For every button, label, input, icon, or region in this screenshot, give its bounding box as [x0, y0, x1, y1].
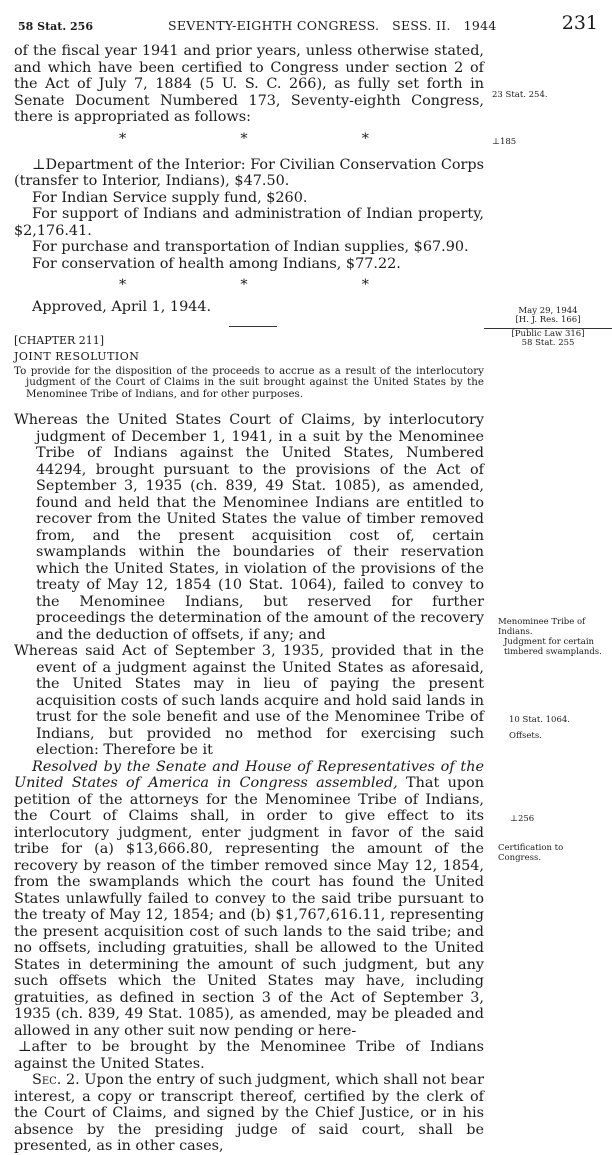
margin-public-law: [Public Law 316] — [511, 329, 585, 339]
star: * — [240, 130, 248, 147]
margin-page-mark-185: ⊥185 — [492, 137, 517, 147]
stat-reference: 58 Stat. 256 — [18, 20, 93, 33]
appropriation-item: ⊥Department of the Interior: For Civilian Conservation Corps (transfer to Interior, Indians), $47.50. — [14, 156, 484, 189]
chapter-label: [CHAPTER 211] — [14, 333, 105, 347]
appropriation-item: For purchase and transportation of Indian supplies, $67.90. — [32, 239, 469, 255]
whereas-clause-2: Whereas said Act of September 3, 1935, provided that in the event of a judgment against the United States as aforesaid, the United States may in lieu of paying the present acquisition costs of such lands acquire and hold said lands in trust for the sole benefit and use of the Menominee Tribe of Indians, but provided no method for exercising such election: Therefore be it — [14, 643, 484, 758]
page-number: 231 — [561, 12, 598, 34]
section-2-label: Sec. 2. — [32, 1072, 80, 1088]
section-break-stars — [119, 278, 369, 293]
approval-line: Approved, April 1, 1944. — [32, 299, 212, 315]
star: * — [361, 130, 369, 147]
appropriation-item: For conservation of health among Indians, $77.22. — [32, 255, 401, 272]
star: * — [240, 277, 248, 293]
section-2-text: Upon the entry of such judgment, which shall not bear interest, a copy or transcript thereof, certified by the clerk of the Court of Claims, and signed by the Chief Justice, or in his absence by the presiding judge of said court, shall be presented, as in other cases, — [14, 1072, 484, 1154]
resolving-clause — [14, 759, 484, 1040]
page-header — [18, 12, 598, 38]
margin-note-10-stat: 10 Stat. 1064. — [509, 715, 570, 725]
margin-hj-res: [H. J. Res. 166] — [484, 315, 612, 329]
margin-note-23-stat: 23 Stat. 254. — [492, 90, 548, 100]
main-text — [14, 43, 484, 1155]
margin-page-mark-256: ⊥256 — [510, 814, 535, 824]
section-2 — [14, 1072, 484, 1155]
star: * — [361, 277, 369, 293]
margin-stat-255: 58 Stat. 255 — [521, 338, 575, 348]
margin-date: May 29, 1944 — [518, 306, 578, 316]
joint-resolution-heading: JOINT RESOLUTION — [14, 350, 140, 363]
star: * — [119, 130, 127, 147]
enacting-formula: Resolved by the Senate and House of Representatives of the United States of America in Congress assembled, — [14, 758, 484, 791]
appropriation-item: For support of Indians and administration of Indian property, $2,176.41. — [14, 206, 484, 239]
appropriation-item: For Indian Service supply fund, $260. — [32, 189, 308, 206]
star: * — [119, 277, 127, 293]
margin-offsets: Offsets. — [509, 731, 542, 741]
resolving-text: That upon petition of the attorneys for the Menominee Tribe of Indians, the Court of Claims shall, in order to give effect to its interlocutory judgment, enter judgment in favor of the said tribe for (a) $13,666.80, representing the amount of the recovery by reason of the timber removed since May 12, 1854, from the swamplands which the court has found the United States unlawfully failed to convey to the said tribe pursuant to the treaty of May 12, 1854; and (b) $1,767,616.11, representing the present acquisition cost of such lands to the said tribe; and no offsets, including gratuities, shall be allowed to the United States in determining the amount of such judgment, but any such offsets which the United States may have, including gratuities, as defined in section 3 of the Act of September 3, 1935 (ch. 839, 49 Stat. 1085), as amended, may be pleaded and allowed in any other suit now pending or here- — [14, 775, 484, 1039]
congress-session-title: SEVENTY-EIGHTH CONGRESS. SESS. II. 1944 — [168, 18, 497, 33]
section-break-stars — [119, 132, 369, 147]
divider — [229, 326, 277, 327]
intro-paragraph: of the fiscal year 1941 and prior years, unless otherwise stated, and which have been certified to Congress under section 2 of the Act of July 7, 1884 (5 U. S. C. 266), as fully set forth in Senate Document Numbered 173, Seventy-eighth Congress, there is appropriated as follows: — [14, 43, 484, 125]
whereas-clause-1: Whereas the United States Court of Claims, by interlocutory judgment of December 1, 1941, in a suit by the Menominee Tribe of Indians against the United States, Numbered 44294, brought pursuant to the provisions of the Act of September 3, 1935 (ch. 839, 49 Stat. 1085), as amended, found and held that the Menominee Indians are entitled to recover from the United States the value of timber removed from, and the present acquisition cost of, certain swamplands within the boundaries of their reservation which the United States, in violation of the provisions of the treaty of May 12, 1854 (10 Stat. 1064), failed to convey to the Menominee Indians, but reserved for further proceedings the determination of the amount of the recovery and the deduction of offsets, if any; and — [14, 412, 484, 643]
margin-certification: Certification to Congress. — [498, 843, 564, 863]
margin-menominee-tribe: Menominee Tribe of Indians. — [498, 617, 586, 637]
resolving-continuation: ⊥after to be brought by the Menominee Tribe of Indians against the United States. — [14, 1039, 484, 1072]
resolution-synopsis: To provide for the disposition of the proceeds to accrue as a result of the interlocutory judgment of the Court of Claims in the suit brought against the United States by the Menominee Tribe of Indians, and for other purposes. — [14, 364, 484, 400]
margin-judgment-note: Judgment for certain timbered swamplands. — [504, 637, 602, 657]
